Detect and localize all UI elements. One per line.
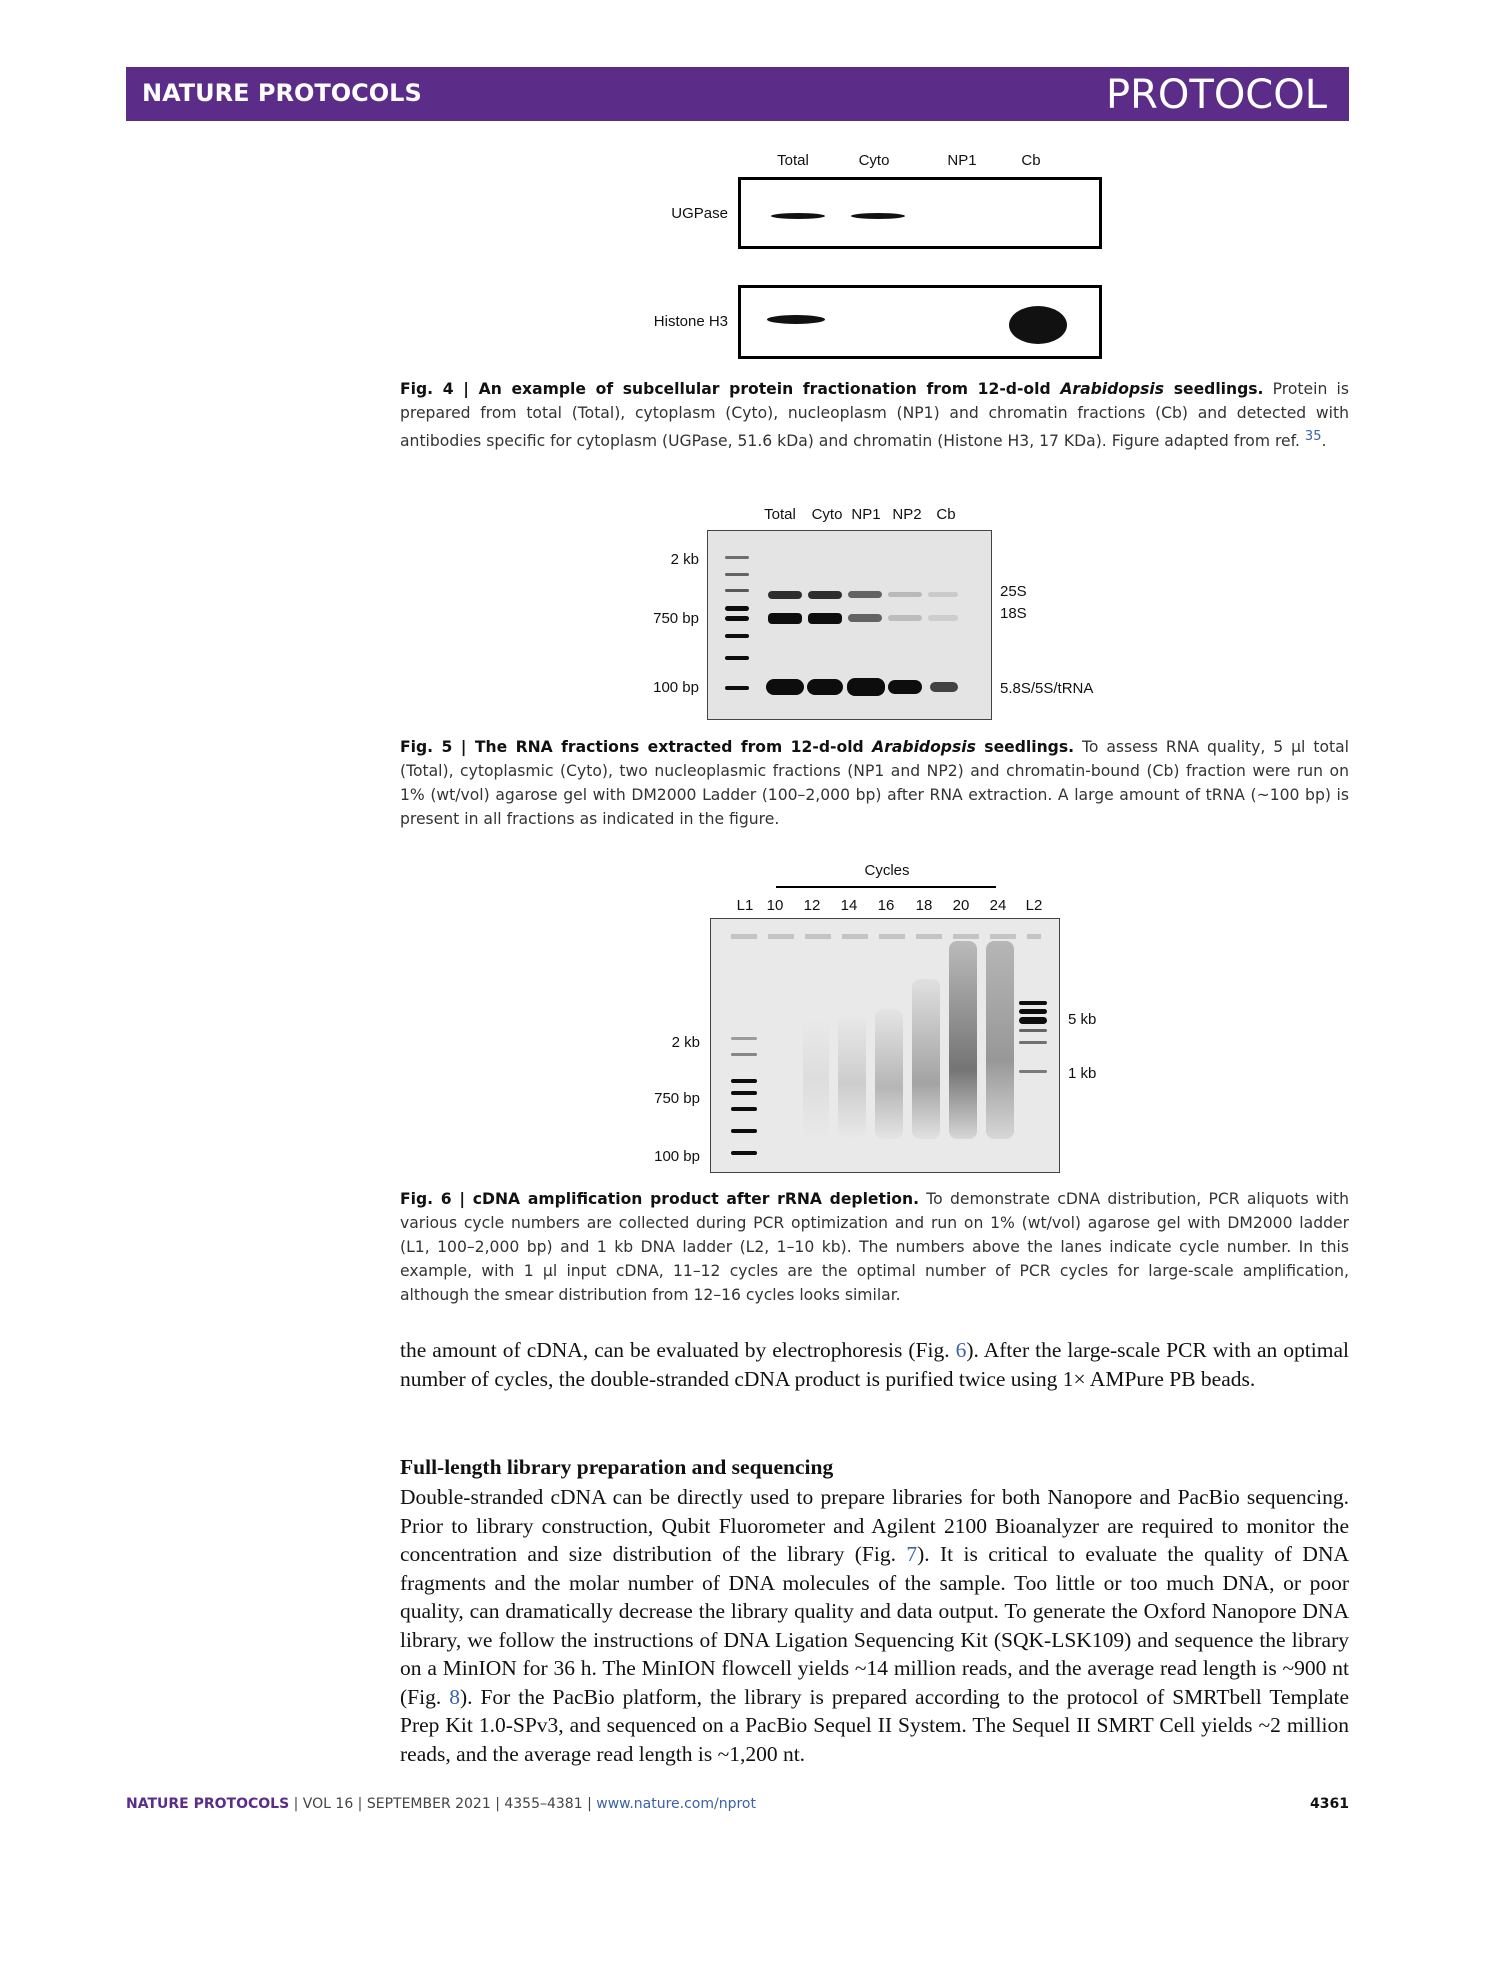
reference-link[interactable]: 35 <box>1304 429 1322 444</box>
rna-band-18s <box>928 615 958 621</box>
rna-band-trna <box>930 682 958 692</box>
fig4-lane-label: NP1 <box>947 152 977 169</box>
footer-citation: | VOL 16 | SEPTEMBER 2021 | 4355–4381 | <box>289 1796 597 1812</box>
fig4-lane-label: Total <box>777 152 809 169</box>
cdna-smear <box>803 1019 829 1139</box>
fig6-lane-label: 12 <box>803 897 821 914</box>
fig6-cycles-title: Cycles <box>864 862 910 879</box>
ladder-band <box>731 1151 757 1155</box>
footer-journal: NATURE PROTOCOLS <box>126 1796 290 1812</box>
fig5-lane-label: NP2 <box>892 506 922 523</box>
rna-band-trna <box>888 680 922 694</box>
fig6-size-marker-right: 5 kb <box>1068 1011 1097 1028</box>
fig6-lane-label: L1 <box>736 897 754 914</box>
fig6-lane-label: 16 <box>877 897 895 914</box>
ladder-band <box>1019 1009 1047 1014</box>
article-type: PROTOCOL <box>1105 72 1327 118</box>
figure-link[interactable]: 8 <box>449 1684 460 1709</box>
rna-band-18s <box>808 613 842 624</box>
fig4-lane-label: Cyto <box>858 152 890 169</box>
footer-url-link[interactable]: www.nature.com/nprot <box>596 1796 756 1812</box>
journal-header-bar <box>126 67 1349 121</box>
section-heading: Full-length library preparation and sequencing <box>400 1455 834 1479</box>
ladder-band <box>1019 1029 1047 1032</box>
ladder-band <box>731 1091 757 1095</box>
ladder-band <box>1019 1001 1047 1005</box>
page-footer <box>126 1796 1349 1812</box>
page-number: 4361 <box>1310 1796 1349 1812</box>
fig6-caption: Fig. 6 | cDNA amplification product after rRNA depletion. To demonstrate cDNA distribution, PCR aliquots with various cycle numbers are collected during PCR optimization and run on 1% (wt/vol) agarose gel with DM2000 ladder (L1, 100–2,000 bp) and 1 kb DNA ladder (L2, 1–10 kb). The numbers above the lanes indicate cycle number. In this example, with 1 µl input cDNA, 11–12 cycles are the optimal number of PCR cycles for large-scale amplification, although the smear distribution from 12–16 cycles looks similar. <box>400 1190 1349 1304</box>
fig4-caption: Fig. 4 | An example of subcellular protein fractionation from 12-d-old Arabidopsis seedlings. Protein is prepared from total (Total), cytoplasm (Cyto), nucleoplasm (NP1) and chromatin fractions (Cb) and detected with antibodies specific for cytoplasm (UGPase, 51.6 kDa) and chromatin (Histone H3, 17 KDa). Figure adapted from ref. $^{35}$. <box>400 380 1349 451</box>
blot-band <box>767 315 825 324</box>
fig6-size-marker: 2 kb <box>671 1034 700 1051</box>
fig6-lane-label: 10 <box>766 897 784 914</box>
ladder-band <box>725 606 749 611</box>
fig6-size-marker: 750 bp <box>654 1090 700 1107</box>
ladder-band <box>725 573 749 576</box>
fig6-lane-label: 20 <box>952 897 970 914</box>
fig4-row-label: UGPase <box>671 205 728 222</box>
cdna-smear <box>912 979 940 1139</box>
fig6-lane-label: L2 <box>1025 897 1043 914</box>
fig5-band-label: 25S <box>1000 583 1027 600</box>
blot-band <box>851 213 905 219</box>
cdna-smear <box>986 941 1014 1139</box>
rna-band-25s <box>848 591 882 598</box>
fig4-blot-ugpase <box>738 177 1102 249</box>
rna-band-trna <box>766 679 804 695</box>
ladder-band <box>725 686 749 690</box>
ladder-band <box>725 616 749 621</box>
ladder-band <box>1019 1070 1047 1073</box>
cdna-smear <box>838 1014 866 1139</box>
fig4-lane-label: Cb <box>1021 152 1041 169</box>
fig6-lane-label: 18 <box>915 897 933 914</box>
rna-band-trna <box>847 678 885 696</box>
ladder-band <box>731 1129 757 1133</box>
ladder-band <box>731 1079 757 1083</box>
ladder-band <box>725 589 749 592</box>
fig5-lane-label: Cyto <box>811 506 843 523</box>
fig5-caption: Fig. 5 | The RNA fractions extracted from 12-d-old Arabidopsis seedlings. To assess RNA quality, 5 µl total (Total), cytoplasmic (Cyto), two nucleoplasmic fractions (NP1 and NP2) and chromatin-bound (Cb) fraction were run on 1% (wt/vol) agarose gel with DM2000 Ladder (100–2,000 bp) after RNA extraction. A large amount of tRNA (~100 bp) is present in all fractions as indicated in the figure. <box>400 738 1349 828</box>
rna-band-18s <box>848 614 882 622</box>
fig4-row-label: Histone H3 <box>653 313 728 330</box>
fig5-size-marker: 750 bp <box>653 610 699 627</box>
rna-band-25s <box>808 591 842 599</box>
blot-band <box>771 213 825 219</box>
fig6-gel <box>710 918 1060 1173</box>
rna-band-25s <box>768 591 802 599</box>
ladder-band <box>725 634 749 638</box>
ladder-band <box>731 1053 757 1056</box>
ladder-band <box>731 1107 757 1111</box>
rna-band-25s <box>888 592 922 597</box>
fig5-band-label: 5.8S/5S/tRNA <box>1000 680 1094 697</box>
ladder-band <box>725 656 749 660</box>
fig5-size-marker: 100 bp <box>653 679 699 696</box>
ladder-band <box>1019 1041 1047 1044</box>
gel-wells <box>731 934 1041 939</box>
fig5-lane-label: Cb <box>936 506 956 523</box>
rna-band-18s <box>768 613 802 624</box>
fig6-lane-label: 24 <box>989 897 1007 914</box>
fig5-size-marker: 2 kb <box>670 551 699 568</box>
fig5-lane-label: NP1 <box>851 506 881 523</box>
rna-band-25s <box>928 592 958 597</box>
journal-name: NATURE PROTOCOLS <box>142 79 422 107</box>
figure-link[interactable]: 7 <box>906 1542 918 1566</box>
fig5-gel <box>707 530 992 720</box>
figure-link[interactable]: 6 <box>955 1338 967 1362</box>
fig6-lane-label: 14 <box>840 897 858 914</box>
cycles-bracket-line <box>776 886 996 888</box>
fig5-band-label: 18S <box>1000 605 1027 622</box>
blot-band <box>1009 306 1067 344</box>
fig4-blot-histone <box>738 285 1102 359</box>
fig6-size-marker: 100 bp <box>654 1148 700 1165</box>
ladder-band <box>731 1037 757 1040</box>
cdna-smear <box>875 1009 903 1139</box>
ladder-band <box>725 556 749 559</box>
fig6-size-marker-right: 1 kb <box>1068 1065 1097 1082</box>
rna-band-18s <box>888 615 922 621</box>
body-paragraph-2: Double-stranded cDNA can be directly used to prepare libraries for both Nanopore and PacBio sequencing. Prior to library construction, Qubit Fluorometer and Agilent 2100 Bioanalyzer are required to monitor the concentration and size distribution of the library (Fig. 7). It is critical to evaluate the quality of DNA fragments and the molar number of DNA molecules of the sample. Too little or too much DNA, or poor quality, can dramatically decrease the library quality and data output. To generate the Oxford Nanopore DNA library, we follow the instructions of DNA Ligation Sequencing Kit (SQK-LSK109) and sequence the library on a MinION for 36 h. The MinION flowcell yields ~14 million reads, and the average read length is ~900 nt (Fig. 8). For the PacBio platform, the library is prepared according to the protocol of SMRTbell Template Prep Kit 1.0-SPv3, and sequenced on a PacBio Sequel II System. The Sequel II SMRT Cell yields ~2 million reads, and the average read length is ~1,200 nt. <box>400 1485 1349 1766</box>
rna-band-trna <box>807 679 843 695</box>
cdna-smear <box>949 941 977 1139</box>
body-paragraph-1: the amount of cDNA, can be evaluated by electrophoresis (Fig. 6). After the large-scale PCR with an optimal number of cycles, the double-stranded cDNA product is purified twice using 1× AMPure PB beads. <box>400 1338 1349 1391</box>
fig5-lane-label: Total <box>764 506 796 523</box>
ladder-band <box>1019 1017 1047 1024</box>
